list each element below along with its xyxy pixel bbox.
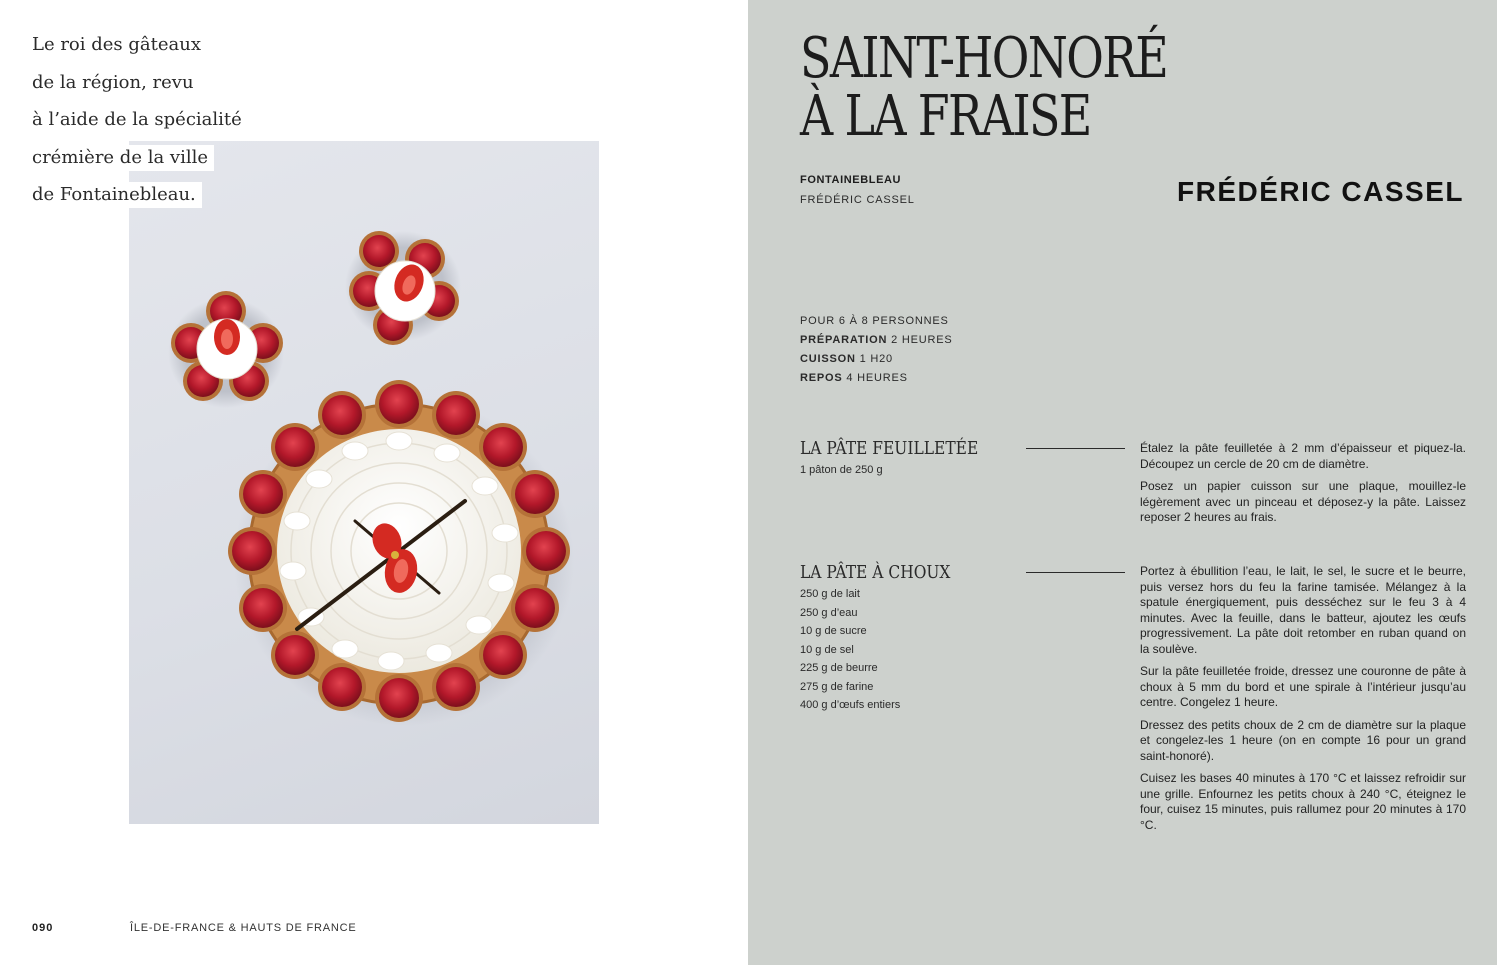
step: Posez un papier cuisson sur une plaque, mouillez-le légèrement avec un pinceau et déposez-y la pâte. Laissez reposer 2 heures au frais. — [1140, 479, 1466, 524]
ingredient: 275 g de farine — [800, 680, 874, 693]
prep-time — [800, 331, 953, 350]
step: Étalez la pâte feuilletée à 2 mm d’épaisseur et piquez-la. Découpez un cercle de 20 cm de diamètre. — [1140, 441, 1466, 471]
rest-value: 4 HEURES — [846, 372, 908, 384]
cook-value: 1 H20 — [859, 353, 893, 365]
step: Cuisez les bases 40 minutes à 170 °C et laissez refroidir sur une grille. Enfournez les petits choux à 240 °C, éteignez le four, cuisez 15 minutes, puis rallumez pour 20 minutes à 170 °C. — [1140, 771, 1466, 832]
ingredient: 250 g de lait — [800, 588, 860, 600]
title-line: SAINT-HONORÉ — [800, 26, 1168, 91]
section-divider — [1026, 572, 1125, 573]
cake-photo — [129, 141, 599, 824]
ingredient: 225 g de beurre — [800, 662, 878, 674]
step: Sur la pâte feuilletée froide, dressez une couronne de pâte à choux à 5 mm du bord et une spirale à l’intérieur jusqu’au centre. Congelez 1 heure. — [1140, 664, 1466, 709]
prep-value: 2 HEURES — [891, 334, 953, 346]
recipe-title — [800, 26, 1168, 149]
steps-list — [1140, 564, 1466, 840]
ingredient: 1 pâton de 250 g — [800, 464, 883, 476]
intro-line: à l’aide de la spécialité — [26, 107, 248, 133]
step: Dressez des petits choux de 2 cm de diamètre sur la plaque et congelez-les 1 heure (on en compte 16 pour un grand saint-honoré). — [1140, 717, 1466, 763]
chef-name-big: FRÉDÉRIC CASSEL — [1177, 176, 1464, 207]
ingredient-list — [800, 461, 883, 480]
rest-time — [800, 369, 953, 388]
left-page — [0, 0, 748, 965]
intro-line: crémière de la ville — [26, 145, 214, 171]
intro-line: de Fontainebleau. — [26, 182, 202, 208]
cook-label: CUISSON — [800, 353, 856, 365]
region-label: ÎLE-DE-FRANCE & HAUTS DE FRANCE — [130, 922, 357, 934]
recipe-meta — [800, 312, 953, 388]
ingredient: 10 g de sucre — [800, 625, 867, 637]
step: Portez à ébullition l’eau, le lait, le sel, le sucre et le beurre, puis versez hors du feu la farine tamisée. Mélangez à la spatule énergiquement, puis desséchez sur le feu 3 à 4 minutes. Avec la feuille, dans le batteur, ajoutez les œufs progressivement. La pâte doit retomber en ruban quand on la soulève. — [1140, 564, 1466, 656]
intro-line: de la région, revu — [26, 70, 200, 96]
servings: POUR 6 À 8 PERSONNES — [800, 315, 949, 327]
page-number: 090 — [32, 922, 54, 934]
chef-name-small: FRÉDÉRIC CASSEL — [800, 194, 915, 206]
title-line: À LA FRAISE — [800, 84, 1091, 149]
rest-label: REPOS — [800, 372, 843, 384]
intro-text — [26, 28, 248, 216]
section-divider — [1026, 448, 1125, 449]
section-title: LA PÂTE FEUILLETÉE — [800, 438, 979, 459]
section-title: LA PÂTE À CHOUX — [800, 562, 951, 583]
prep-label: PRÉPARATION — [800, 334, 888, 346]
ingredient: 250 g d’eau — [800, 606, 858, 619]
right-page — [748, 0, 1497, 965]
cook-time — [800, 350, 953, 369]
steps-list — [1140, 441, 1466, 533]
city-label: FONTAINEBLEAU — [800, 174, 902, 186]
intro-line: Le roi des gâteaux — [26, 32, 207, 58]
ingredient: 400 g d’œufs entiers — [800, 699, 901, 711]
ingredient-list — [800, 585, 900, 715]
cake-illustration — [129, 141, 599, 824]
ingredient: 10 g de sel — [800, 643, 854, 656]
